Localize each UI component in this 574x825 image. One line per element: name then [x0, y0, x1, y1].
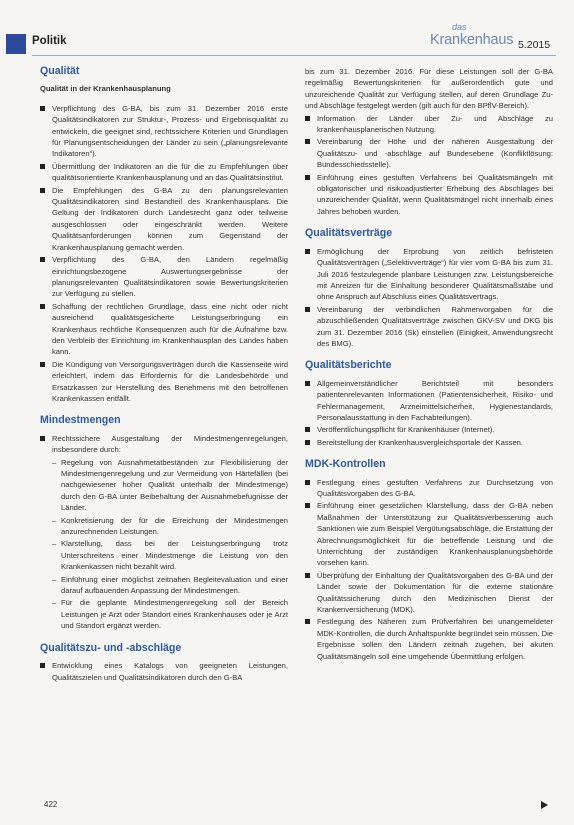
right-column [305, 66, 553, 663]
list-item: Allgemeinverständlicher Berichtsteil mit besonders patientenrelevanten Informationen (Patientensicherheit, Risiko- und Fehlermanagement, Arzneimittelsicherheit, Hygienestandards, Personalausstattung in den Fachabteilungen). [305, 378, 553, 424]
bullet-icon [40, 164, 45, 169]
heading-qualitaetsberichte: Qualitätsberichte [305, 359, 392, 372]
bullet-icon [305, 480, 310, 485]
journal-logo [430, 22, 520, 52]
bullet-icon [40, 257, 45, 262]
list-item: Veröffentlichungspflicht für Krankenhäuser (Internet). [305, 424, 553, 435]
issue-number: 5.2015 [518, 39, 551, 51]
list-item: Festlegung des Näheren zum Prüfverfahren bei unangemeldeter MDK-Kontrollen, die durch Anhaltspunkte begründet sein müssen. Die Ergebnisse sollen den Ländern zeitnah zugehen, bei akuten Qualitätsmängeln soll eine umgehende Übermittlung erfolgen. [305, 616, 553, 662]
page-header [0, 0, 574, 58]
bullet-icon [305, 381, 310, 386]
heading-qualitaet: Qualität [40, 65, 80, 77]
bullet-icon [40, 663, 45, 668]
sub-list-item: – Regelung von Ausnahmetatbeständen zur Flexibilisierung der Mindestmengenregelung und zur Vermeidung von Härtefällen (bei nachgewiesener hoher Qualität unterhalb der Mindestmenge) durch den G-BA unter Beibehaltung der Ausnahmebefugnisse der Länder. [52, 457, 288, 513]
bullet-icon [305, 573, 310, 578]
list-item: Bereitstellung der Krankenhausvergleichsportale der Kassen. [305, 437, 553, 448]
list-item: Festlegung eines gestuften Verfahrens zur Durchsetzung von Qualitätsvorgaben des G-BA. [305, 477, 553, 500]
bullet-icon [40, 188, 45, 193]
bullet-icon [305, 619, 310, 624]
list-item: Überprüfung der Einhaltung der Qualitätsvorgaben des G-BA und der Länder sowie der Dokumentation für die externe stationäre Qualitätssicherung durch den Medizinischen Dienst der Krankenversicherung (MDK). [305, 570, 553, 616]
bullet-icon [305, 116, 310, 121]
list-item: Information der Länder über Zu- und Abschläge zu krankenhausplanerischen Nutzung. [305, 113, 553, 136]
bullet-icon [305, 249, 310, 254]
left-column [40, 66, 288, 684]
list-item: Ermöglichung der Erprobung von zeitlich befristeten Qualitätsverträgen („Selektivverträge“) für vier vom G-BA bis zum 31. Juli 2016 festzulegende planbare Leistungen zzw. Leistungsbereiche mit Anreizen für die Einhaltung besonderer Qualitätsmaßstäbe und ohne Anspruch auf Abschluss eines Qualitätsvertrags. [305, 246, 553, 303]
bullet-icon [305, 139, 310, 144]
list-item: Einführung eines gestuften Verfahrens bei Qualitätsmängeln mit obligatorischer und risikoadjustierter Erhebung des Abschlages bei unzureichender Qualität, wenn Qualitätsmängel nicht innerhalb eines Jahres behoben wurden. [305, 172, 553, 218]
list-item: Rechtssichere Ausgestaltung der Mindestmengenregelungen, insbesondere durch: [40, 433, 288, 456]
logo-name: Krankenhaus [430, 32, 514, 48]
list-item: Schaffung der rechtlichen Grundlage, dass eine nicht oder nicht ausreichend qualitätsgesicherte Leistungserbringung ein Krankenhaus rechtliche Konsequenzen auch für die Aufnahme bzw. den Verbleib der Einrichtung im Krankenhausplan des Landes haben kann. [40, 301, 288, 358]
continue-arrow-icon [541, 801, 548, 809]
list-item: Einführung einer gesetzlichen Klarstellung, dass der G-BA neben Maßnahmen der Unterstützung zur Qualitätsverbesserung auch Sanktionen wie zum Beispiel Vergütungsabschläge, die Erstattung der Abrechnungsmöglichkeit für die betreffende Leistung und die Unterrichtung der zuständigen Krankenhausplanungsbehörde vorsehen kann. [305, 500, 553, 568]
section-title: Politik [32, 35, 67, 47]
bullet-icon [305, 503, 310, 508]
bullet-icon [305, 440, 310, 445]
heading-qualitaetsvertraege: Qualitätsverträge [305, 227, 393, 240]
sub-list-item: – Für die geplante Mindestmengenregelung soll der Bereich Leistungen je Arzt oder Standort eines Krankenhauses oder je Arzt und Standort ergänzt werden. [52, 598, 288, 631]
sub-list-item: – Einführung einer möglichst zeitnahen Begleitevaluation und einer darauf aufbauenden Anpassung der Mindestmengen. [52, 574, 288, 596]
subheading-krankenhausplanung: Qualität in der Krankenhausplanung [40, 84, 171, 94]
heading-mindestmengen: Mindestmengen [40, 414, 121, 427]
list-item: Die Kündigung von Versorgungsverträgen durch die Kassenseite wird erleichtert, indem das Erfordernis für die Landesbehörde und Ersatzkassen zur Herstellung des Benehmens mit den betroffenen Krankenkassen entfällt. [40, 359, 288, 405]
logo-prefix: das [452, 22, 467, 32]
section-marker [6, 34, 26, 54]
list-item: Vereinbarung der Höhe und der näheren Ausgestaltung der Qualitätszu- und -abschläge auf Bundesebene (Konfliktlösung: Bundesschiedsstelle). [305, 136, 553, 170]
list-item: Die Empfehlungen des G-BA zu den planungsrelevanten Qualitätsindikatoren sind Bestandteil des Krankenhausplans. Die Geltung der Indikatoren durch Landesrecht ganz oder teilweise ausgeschlossen oder eingeschränkt werden. Weitere Qualitätsanforderungen können zum Gegenstand der Krankenhausplanung gemacht werden. [40, 185, 288, 253]
list-item: Verpflichtung des G-BA, den Ländern regelmäßig einrichtungsbezogene Auswertungsergebnisse der planungsrelevanten Qualitätsindikatoren sowie Bewertungskriterien zur Verfügung zu stellen. [40, 254, 288, 300]
heading-mdk-kontrollen: MDK-Kontrollen [305, 458, 386, 471]
bullet-icon [40, 436, 45, 441]
header-divider [32, 55, 556, 56]
bullet-icon [40, 362, 45, 367]
heading-qualitaetszu-abschlaege: Qualitätszu- und -abschläge [40, 641, 182, 654]
list-item: Entwicklung eines Katalogs von geeigneten Leistungen, Qualitätszielen und Qualitätsindikatoren durch den G-BA [40, 660, 288, 683]
list-item: Verpflichtung des G-BA, bis zum 31. Dezember 2016 erste Qualitätsindikatoren zur Struktur-, Prozess- und Ergebnisqualität zu entwickeln, die geeignet sind, rechtssichere Kriterien und Grundlagen für Planungsentscheidungen der Länder zu sein („planungsrelevante Indikatoren“). [40, 103, 288, 160]
bullet-icon [305, 307, 310, 312]
sub-list-item: – Konkretisierung der für die Erreichung der Mindestmengen anzurechnenden Leistungen. [52, 515, 288, 537]
list-item: Übermittlung der Indikatoren an die für die zu Empfehlungen über qualitätsorientierte Krankenhausplanung und an das Qualitätsinstitut. [40, 161, 288, 184]
bullet-icon [305, 175, 310, 180]
list-item: Vereinbarung der verbindlichen Rahmenvorgaben für die abzuschließenden Qualitätsverträge zwischen GKV-SV und DKG bis zum 31. Dezember 2016 (Sk) einstellen (Einigkeit, Anwendungsrecht des BMG). [305, 304, 553, 350]
sub-list-item: – Klarstellung, dass bei der Leistungserbringung trotz Unterschreitens einer Mindestmenge die Leistung von den Krankenkassen nicht bezahlt wird. [52, 539, 288, 572]
bullet-icon [305, 427, 310, 432]
continued-paragraph: bis zum 31. Dezember 2016. Für diese Leistungen soll der G-BA regelmäßig Bewertungskriterien für außerordentlich gute und unzureichende Qualität zur Verfügung stellen, auf deren Grundlage Zu- und Abschläge festgelegt werden (gilt auch für den BPflV-Bereich). [305, 67, 553, 111]
page-number: 422 [44, 800, 58, 809]
bullet-icon [40, 304, 45, 309]
bullet-icon [40, 106, 45, 111]
